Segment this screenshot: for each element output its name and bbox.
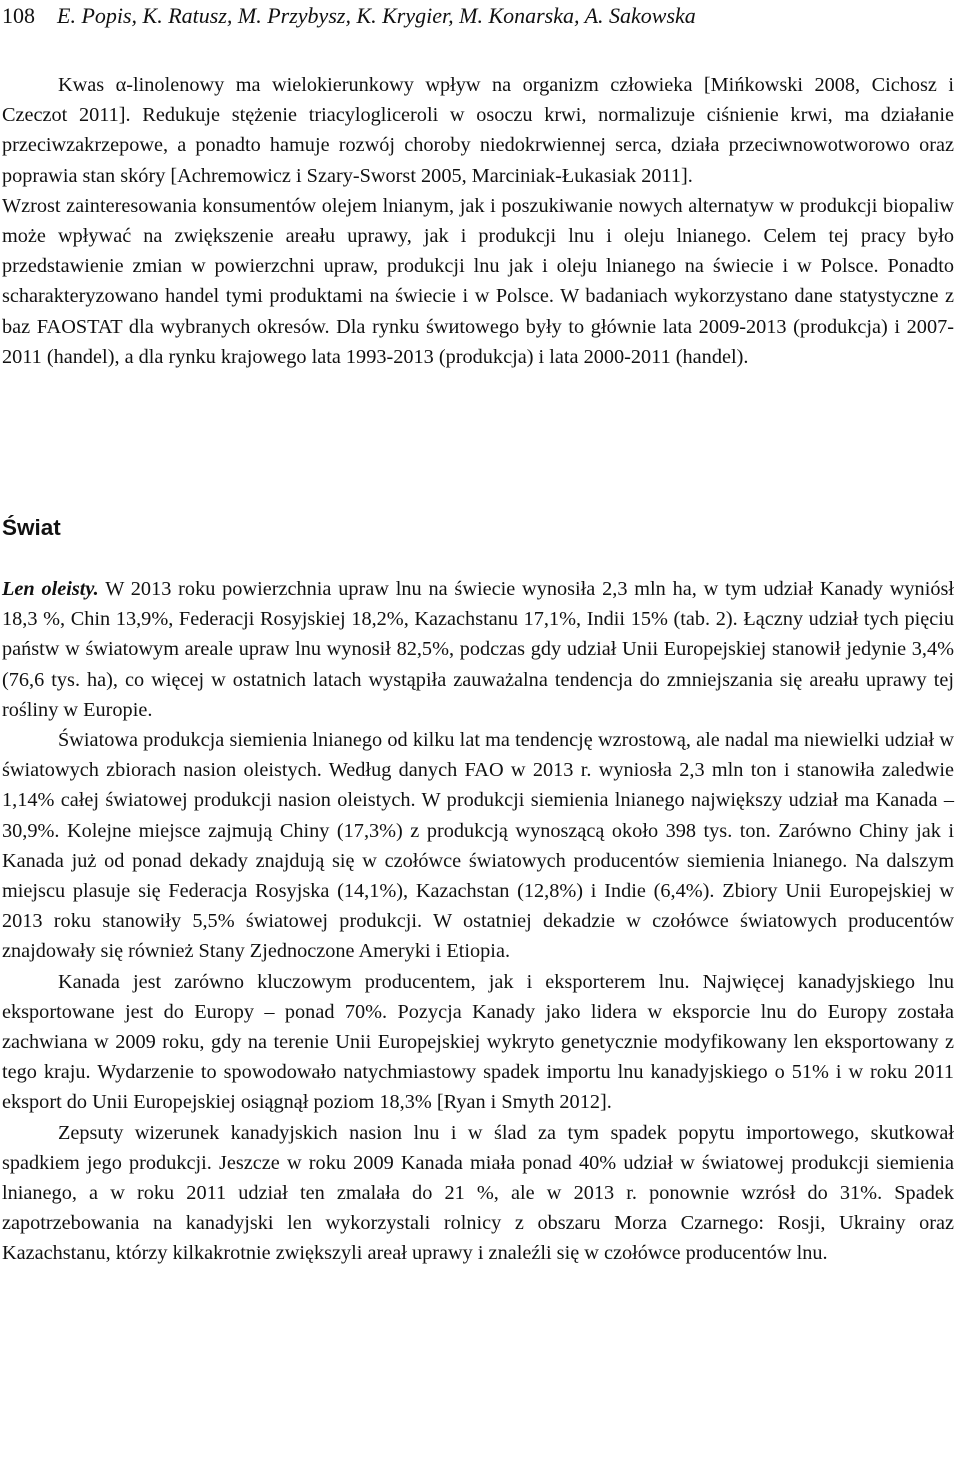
world-paragraph-1 <box>2 574 954 725</box>
intro-paragraph-2: Wzrost zainteresowania konsumentów olejem lnianym, jak i poszukiwanie nowych alternatyw w produkcji biopaliw może wpływać na zwiększenie areału uprawy, jak i produkcji lnu i oleju lnianego. Celem tej pracy było przedstawienie zmian w powierzchni upraw, produkcji lnu jak i oleju lnianego na świecie i w Polsce. Ponadto scharakteryzowano handel tymi produktami na świecie i w Polsce. W badaniach wykorzystano dane statystyczne z baz FAOSTAT dla wybranych okresów. Dla rynku śwиtowego były to głównie lata 2009-2013 (produkcja) i 2007-2011 (handel), a dla rynku krajowego lata 1993-2013 (produkcja) i lata 2000-2011 (handel). <box>2 194 954 368</box>
world-paragraph-3: Kanada jest zarówno kluczowym producentem, jak i eksporterem lnu. Najwięcej kanadyjskiego lnu eksportowane jest do Europy – ponad 70%. Pozycja Kanady jako lidera w eksporcie lnu do Europy została zachwiana w 2009 roku, gdy na terenie Unii Europejskiej wykryto genetycznie modyfikowany len eksportowany z tego kraju. Wydarzenie to spowodowało natychmiastowy spadek importu lnu kanadyjskiego o 51% i w roku 2011 eksport do Unii Europejskiej osiągnął poziom 18,3% [Ryan i Smyth 2012]. <box>2 970 954 1114</box>
running-header-authors: E. Popis, K. Ratusz, M. Przybysz, K. Krygier, M. Konarska, A. Sakowska <box>57 3 696 28</box>
running-header <box>2 2 696 30</box>
world-paragraph-2: Światowa produkcja siemienia lnianego od kilku lat ma tendencję wzrostową, ale nadal ma niewielki udział w światowych zbiorach nasion oleistych. Według danych FAO w 2013 r. wyniosła 2,3 mln ton i stanowiła zaledwie 1,14% całej światowej produkcji nasion oleistych. W produkcji siemienia lnianego największy udział ma Kanada – 30,9%. Kolejne miejsce zajmują Chiny (17,3%) z produkcją wynoszącą około 398 tys. ton. Zarówno Chiny jak i Kanada już od ponad dekady znajdują się w czołówce światowych producentów siemienia lnianego. Na dalszym miejscu plasuje się Federacja Rosyjska (14,1%), Kazachstan (12,8%) i Indie (6,4%). Zbiory Unii Europejskiej w 2013 roku stanowiły 5,5% światowej produkcji. W ostatniej dekadzie w czołówce światowych producentów znajdowały się również Stany Zjednoczone Ameryki i Etiopia. <box>2 729 954 963</box>
intro-section <box>2 70 954 372</box>
world-paragraph-4: Zepsuty wizerunek kanadyjskich nasion lnu i w ślad za tym spadek popytu importowego, skutkował spadkiem jego produkcji. Jeszcze w roku 2009 Kanada miała ponad 40% udział w światowej produkcji siemienia lnianego, a w roku 2011 udział ten zmalała do 21 %, ale w 2013 r. ponownie wzrósł do 31%. Spadek zapotrzebowania na kanadyjski len wykorzystali rolnicy z obszaru Morza Czarnego: Rosji, Ukrainy oraz Kazachstanu, którzy kilkakrotnie zwiększyli areał uprawy i znaleźli się w czołówce producentów lnu. <box>2 1121 954 1265</box>
world-paragraph-1-text: W 2013 roku powierzchnia upraw lnu na świecie wynosiła 2,3 mln ha, w tym udział Kanady wyniósł 18,3 %, Chin 13,9%, Federacji Rosyjskiej 18,2%, Kazachstanu 17,1%, Indii 15% (tab. 2). Łączny udział tych pięciu państw w światowym areale upraw lnu wynosił 82,5%, podczas gdy udział Unii Europejskiej stanowił jedynie 3,4% (76,6 tys. ha), co więcej w ostatnich latach wystąpiła zauważalna tendencja do zmniejszania się areału uprawy tej rośliny w Europie. <box>2 578 954 721</box>
section-heading-world: Świat <box>2 515 61 540</box>
page-number: 108 <box>2 3 35 28</box>
runin-heading: Len oleisty. <box>2 578 99 600</box>
intro-paragraph-1: Kwas α-linolenowy ma wielokierunkowy wpływ na organizm człowieka [Mińkowski 2008, Cichosz i Czeczot 2011]. Redukuje stężenie triacylogliceroli w osoczu krwi, normalizuje ciśnienie krwi, ma działanie przeciwzakrzepowe, a ponadto hamuje rozwój choroby niedokrwiennej serca, działa przeciwnowotworowo oraz poprawia stan skóry [Achremowicz i Szary-Sworst 2005, Marciniak-Łukasiak 2011]. <box>2 74 954 187</box>
world-section <box>2 574 954 1269</box>
